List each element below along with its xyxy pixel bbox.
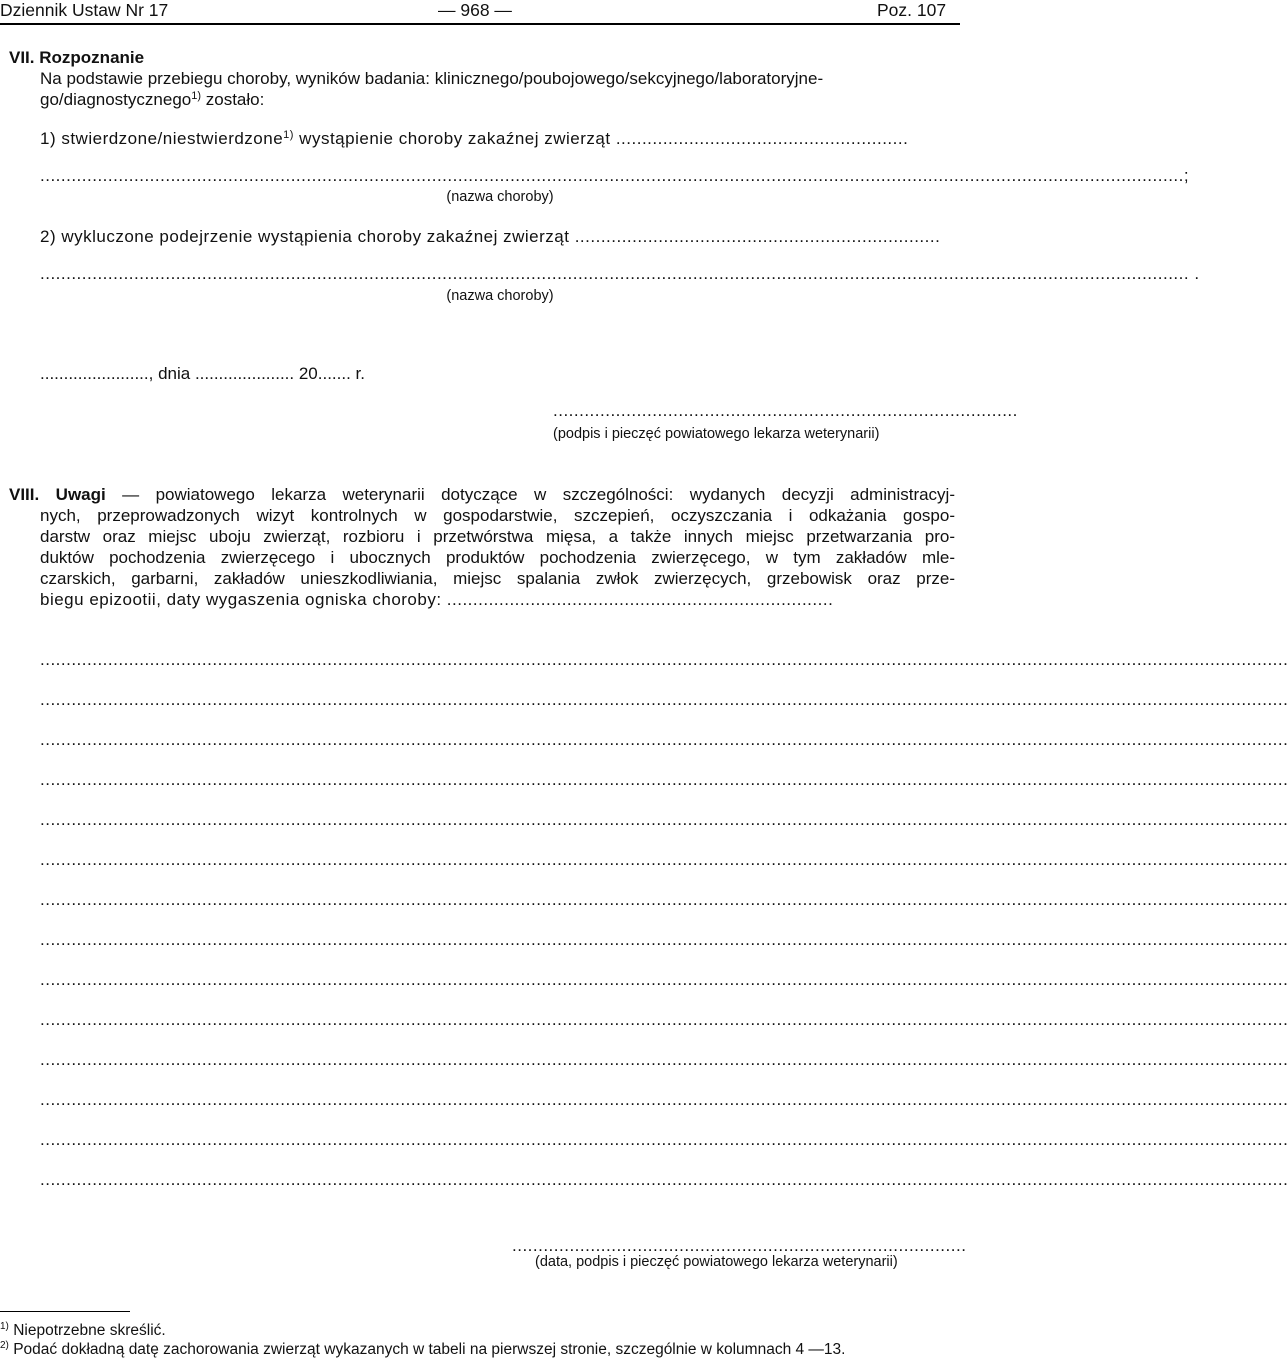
section-8-line-2: nych, przeprowadzonych wizyt kontrolnych w gospodarstwie, szczepień, oczyszczania i odkażania gospo- (40, 506, 955, 525)
footnote-ref: 1) (191, 90, 202, 102)
section-8-line-1: VIII. Uwagi — powiatowego lekarza weterynarii dotyczące w szczególności: wydanych decyzji administracyj- (9, 485, 955, 504)
signature-7-dots: ......................................................................................... (553, 401, 1018, 420)
item-1-fill-dots: ........................................................ (615, 129, 909, 148)
journal-title: Dziennik Ustaw Nr 17 (0, 0, 169, 20)
dotted-line[interactable]: ............................................................................................................................................................................................................................................... (40, 850, 1288, 869)
header-rule (0, 23, 960, 25)
section-8-line-3: darstw oraz miejsc uboju zwierząt, rozbioru i przetwórstwa mięsa, a także innych miejsc przetwarzania pro- (40, 527, 955, 546)
footnote-2: $^{2)}$ Podać dokładną datę zachorowania zwierząt wykazanych w tabeli na pierwszej stronie, szczególnie w kolumnach 4 —13. (0, 1340, 846, 1358)
dotted-line[interactable]: ............................................................................................................................................................................................................................................... (40, 730, 1288, 749)
signature-8-label: (data, podpis i pieczęć powiatowego lekarza weterynarii) (535, 1254, 898, 1270)
section-7-number: VII. (9, 48, 35, 67)
signature-7-label: (podpis i pieczęć powiatowego lekarza weterynarii) (553, 426, 880, 442)
section-8-paragraph (9, 484, 955, 610)
dotted-line[interactable]: ............................................................................................................................................................................................................................................... (40, 930, 1288, 949)
section-8-title: Uwagi (55, 485, 106, 504)
item-2-line: 2) wykluczone podejrzenie wystąpienia choroby zakaźnej zwierząt ...................................................................... (40, 227, 941, 246)
footnote-1: $^{1)}$ Niepotrzebne skreślić. (0, 1321, 166, 1339)
dotted-line[interactable]: ............................................................................................................................................................................................................................................... (40, 1050, 1288, 1069)
section-7-intro-line2: go/diagnostycznego$^{1)}$ zostało: (40, 90, 265, 109)
section-7-heading (9, 48, 144, 68)
dotted-line[interactable]: ............................................................................................................................................................................................................................................... (40, 1170, 1288, 1189)
item-2-fill-dots: ...................................................................... (574, 227, 941, 246)
dotted-line[interactable]: ............................................................................................................................................................................................................................................... (40, 970, 1288, 989)
dotted-line[interactable]: ............................................................................................................................................................................................................................................... (40, 890, 1288, 909)
footnote-rule (0, 1311, 130, 1312)
item-2-continuation-dots: ............................................................................................................................................................................................................................ . (40, 264, 1200, 283)
section-8-line-5: czarskich, garbarni, zakładów unieszkodliwiania, miejsc spalania zwłok zwierzęcych, grzebowisk oraz prze- (40, 569, 955, 588)
dotted-line[interactable]: ............................................................................................................................................................................................................................................... (40, 810, 1288, 829)
item-1-label: (nazwa choroby) (446, 189, 554, 205)
dotted-line[interactable]: ............................................................................................................................................................................................................................................... (40, 690, 1288, 709)
footnote-ref: 1) (283, 129, 294, 141)
signature-8-dots: ....................................................................................... (512, 1236, 967, 1255)
dotted-line[interactable]: ............................................................................................................................................................................................................................................... (40, 770, 1288, 789)
position-number: Poz. 107 (877, 0, 947, 20)
page-number: — 968 — (438, 0, 512, 20)
section-7-intro-line1: Na podstawie przebiegu choroby, wyników badania: klinicznego/poubojowego/sekcyjnego/laboratoryjne- (40, 69, 824, 88)
dotted-line[interactable]: ............................................................................................................................................................................................................................................... (40, 1090, 1288, 1109)
place-date-line: ......................., dnia ..................... 20....... r. (40, 364, 365, 383)
dotted-line[interactable]: ............................................................................................................................................................................................................................................... (40, 1130, 1288, 1149)
item-1-continuation-dots: ...........................................................................................................................................................................................................................; (40, 166, 1190, 185)
section-7-title: Rozpoznanie (39, 48, 145, 67)
section-8-line-6: biegu epizootii, daty wygaszenia ogniska choroby: .......................................................................... (40, 590, 834, 609)
section-8-line-4: duktów pochodzenia zwierzęcego i ubocznych produktów pochodzenia zwierzęcego, w tym zakładów mle- (40, 548, 955, 567)
dotted-line[interactable]: ............................................................................................................................................................................................................................................... (40, 1010, 1288, 1029)
item-2-label: (nazwa choroby) (446, 288, 554, 304)
dotted-line[interactable]: ............................................................................................................................................................................................................................................... (40, 650, 1288, 669)
item-1-line: 1) stwierdzone/niestwierdzone$^{1)}$ wystąpienie choroby zakaźnej zwierząt ........................................................ (40, 129, 909, 148)
